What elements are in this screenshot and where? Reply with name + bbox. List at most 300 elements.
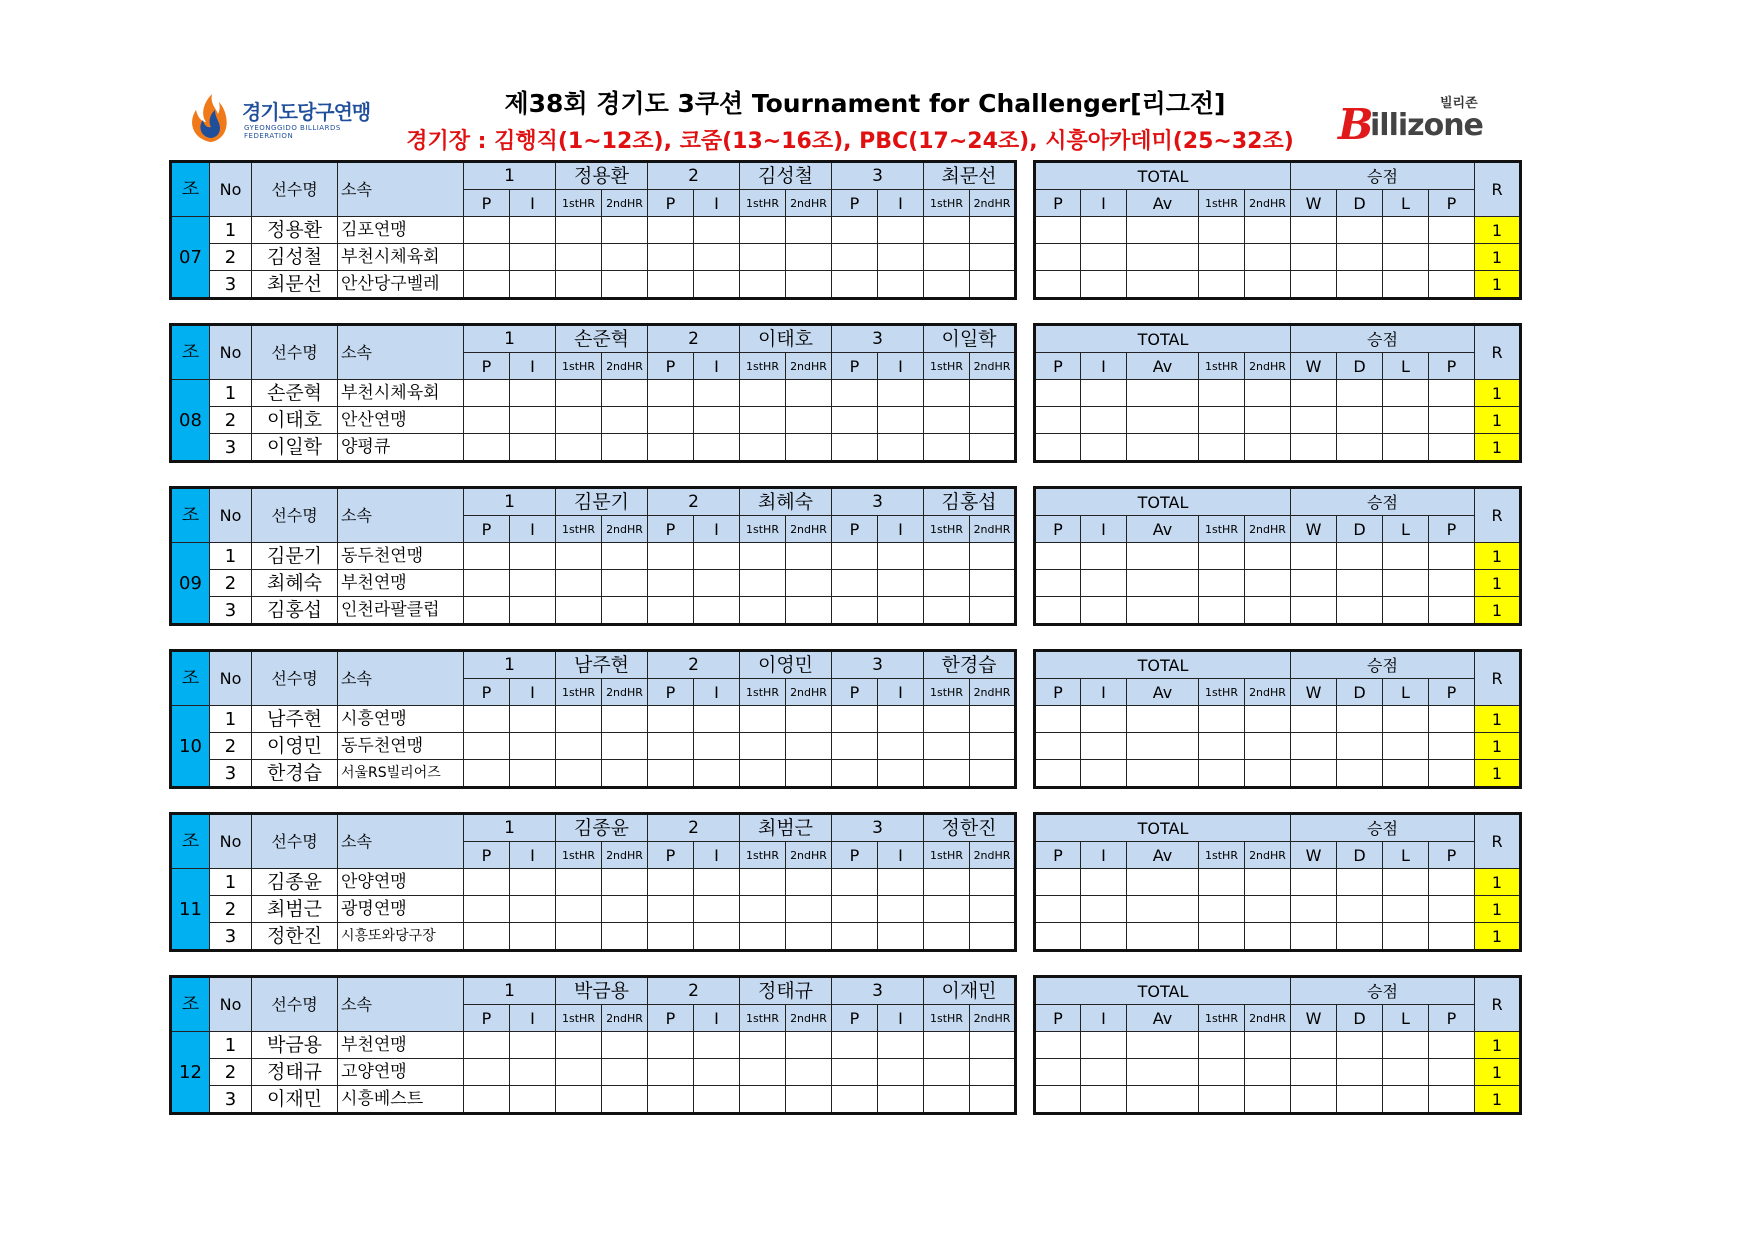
total-cell[interactable] <box>1035 244 1081 271</box>
score-cell[interactable] <box>786 1086 832 1114</box>
score-cell[interactable] <box>602 597 648 625</box>
total-cell[interactable] <box>1081 271 1127 299</box>
score-cell[interactable] <box>786 380 832 407</box>
total-cell[interactable] <box>1127 706 1199 733</box>
total-cell[interactable] <box>1199 733 1245 760</box>
score-cell[interactable] <box>924 869 970 896</box>
total-cell[interactable] <box>1245 1086 1291 1114</box>
score-cell[interactable] <box>464 733 510 760</box>
total-cell[interactable] <box>1127 1086 1199 1114</box>
total-cell[interactable] <box>1429 434 1475 462</box>
total-cell[interactable] <box>1199 434 1245 462</box>
total-cell[interactable] <box>1383 760 1429 788</box>
score-cell[interactable] <box>556 244 602 271</box>
total-cell[interactable] <box>1035 434 1081 462</box>
total-cell[interactable] <box>1127 1059 1199 1086</box>
total-cell[interactable] <box>1383 923 1429 951</box>
total-cell[interactable] <box>1337 1059 1383 1086</box>
score-cell[interactable] <box>878 244 924 271</box>
total-cell[interactable] <box>1383 733 1429 760</box>
total-cell[interactable] <box>1291 869 1337 896</box>
score-cell[interactable] <box>878 217 924 244</box>
total-cell[interactable] <box>1199 760 1245 788</box>
score-cell[interactable] <box>924 244 970 271</box>
total-cell[interactable] <box>1035 706 1081 733</box>
score-cell[interactable] <box>878 896 924 923</box>
total-cell[interactable] <box>1199 407 1245 434</box>
score-cell[interactable] <box>970 1032 1016 1059</box>
score-cell[interactable] <box>970 380 1016 407</box>
total-cell[interactable] <box>1337 1032 1383 1059</box>
total-cell[interactable] <box>1337 244 1383 271</box>
total-cell[interactable] <box>1383 217 1429 244</box>
score-cell[interactable] <box>878 869 924 896</box>
total-cell[interactable] <box>1291 271 1337 299</box>
total-cell[interactable] <box>1291 244 1337 271</box>
total-cell[interactable] <box>1245 570 1291 597</box>
score-cell[interactable] <box>694 1032 740 1059</box>
score-cell[interactable] <box>694 706 740 733</box>
score-cell[interactable] <box>832 407 878 434</box>
total-cell[interactable] <box>1127 217 1199 244</box>
total-cell[interactable] <box>1035 380 1081 407</box>
score-cell[interactable] <box>832 896 878 923</box>
score-cell[interactable] <box>510 1059 556 1086</box>
total-cell[interactable] <box>1081 760 1127 788</box>
score-cell[interactable] <box>694 1086 740 1114</box>
total-cell[interactable] <box>1291 1032 1337 1059</box>
score-cell[interactable] <box>556 760 602 788</box>
score-cell[interactable] <box>924 896 970 923</box>
total-cell[interactable] <box>1081 380 1127 407</box>
total-cell[interactable] <box>1127 896 1199 923</box>
score-cell[interactable] <box>832 244 878 271</box>
score-cell[interactable] <box>510 733 556 760</box>
total-cell[interactable] <box>1035 1032 1081 1059</box>
total-cell[interactable] <box>1245 706 1291 733</box>
score-cell[interactable] <box>786 760 832 788</box>
score-cell[interactable] <box>970 407 1016 434</box>
score-cell[interactable] <box>648 923 694 951</box>
total-cell[interactable] <box>1035 1086 1081 1114</box>
score-cell[interactable] <box>464 760 510 788</box>
total-cell[interactable] <box>1429 570 1475 597</box>
total-cell[interactable] <box>1199 706 1245 733</box>
total-cell[interactable] <box>1383 434 1429 462</box>
total-cell[interactable] <box>1291 434 1337 462</box>
score-cell[interactable] <box>924 380 970 407</box>
score-cell[interactable] <box>556 271 602 299</box>
score-cell[interactable] <box>510 597 556 625</box>
total-cell[interactable] <box>1383 869 1429 896</box>
score-cell[interactable] <box>464 271 510 299</box>
score-cell[interactable] <box>510 1086 556 1114</box>
score-cell[interactable] <box>648 543 694 570</box>
total-cell[interactable] <box>1337 543 1383 570</box>
score-cell[interactable] <box>924 733 970 760</box>
total-cell[interactable] <box>1035 923 1081 951</box>
total-cell[interactable] <box>1245 217 1291 244</box>
score-cell[interactable] <box>510 923 556 951</box>
total-cell[interactable] <box>1199 869 1245 896</box>
total-cell[interactable] <box>1035 896 1081 923</box>
score-cell[interactable] <box>556 434 602 462</box>
total-cell[interactable] <box>1337 869 1383 896</box>
score-cell[interactable] <box>464 434 510 462</box>
score-cell[interactable] <box>556 407 602 434</box>
score-cell[interactable] <box>602 760 648 788</box>
total-cell[interactable] <box>1127 597 1199 625</box>
score-cell[interactable] <box>556 1059 602 1086</box>
total-cell[interactable] <box>1337 380 1383 407</box>
total-cell[interactable] <box>1245 434 1291 462</box>
score-cell[interactable] <box>510 407 556 434</box>
score-cell[interactable] <box>924 217 970 244</box>
score-cell[interactable] <box>648 760 694 788</box>
score-cell[interactable] <box>924 1032 970 1059</box>
total-cell[interactable] <box>1127 570 1199 597</box>
total-cell[interactable] <box>1429 1032 1475 1059</box>
total-cell[interactable] <box>1429 597 1475 625</box>
total-cell[interactable] <box>1245 923 1291 951</box>
score-cell[interactable] <box>740 1086 786 1114</box>
score-cell[interactable] <box>832 217 878 244</box>
total-cell[interactable] <box>1035 1059 1081 1086</box>
score-cell[interactable] <box>832 733 878 760</box>
score-cell[interactable] <box>832 706 878 733</box>
total-cell[interactable] <box>1291 1059 1337 1086</box>
score-cell[interactable] <box>556 1086 602 1114</box>
total-cell[interactable] <box>1337 1086 1383 1114</box>
score-cell[interactable] <box>464 896 510 923</box>
total-cell[interactable] <box>1337 760 1383 788</box>
score-cell[interactable] <box>786 543 832 570</box>
score-cell[interactable] <box>556 597 602 625</box>
score-cell[interactable] <box>832 380 878 407</box>
total-cell[interactable] <box>1081 923 1127 951</box>
total-cell[interactable] <box>1429 271 1475 299</box>
score-cell[interactable] <box>602 923 648 951</box>
total-cell[interactable] <box>1383 543 1429 570</box>
score-cell[interactable] <box>648 217 694 244</box>
score-cell[interactable] <box>970 543 1016 570</box>
total-cell[interactable] <box>1127 760 1199 788</box>
score-cell[interactable] <box>786 869 832 896</box>
score-cell[interactable] <box>510 896 556 923</box>
total-cell[interactable] <box>1035 869 1081 896</box>
score-cell[interactable] <box>648 597 694 625</box>
total-cell[interactable] <box>1081 407 1127 434</box>
score-cell[interactable] <box>970 570 1016 597</box>
total-cell[interactable] <box>1245 760 1291 788</box>
score-cell[interactable] <box>694 543 740 570</box>
score-cell[interactable] <box>970 244 1016 271</box>
score-cell[interactable] <box>602 1086 648 1114</box>
total-cell[interactable] <box>1337 217 1383 244</box>
total-cell[interactable] <box>1337 271 1383 299</box>
score-cell[interactable] <box>510 434 556 462</box>
total-cell[interactable] <box>1081 217 1127 244</box>
total-cell[interactable] <box>1035 760 1081 788</box>
score-cell[interactable] <box>786 597 832 625</box>
total-cell[interactable] <box>1245 869 1291 896</box>
score-cell[interactable] <box>648 869 694 896</box>
score-cell[interactable] <box>694 217 740 244</box>
total-cell[interactable] <box>1291 597 1337 625</box>
score-cell[interactable] <box>694 271 740 299</box>
total-cell[interactable] <box>1081 706 1127 733</box>
total-cell[interactable] <box>1199 271 1245 299</box>
score-cell[interactable] <box>878 733 924 760</box>
total-cell[interactable] <box>1291 217 1337 244</box>
total-cell[interactable] <box>1429 244 1475 271</box>
total-cell[interactable] <box>1199 896 1245 923</box>
total-cell[interactable] <box>1081 896 1127 923</box>
score-cell[interactable] <box>694 434 740 462</box>
total-cell[interactable] <box>1127 380 1199 407</box>
total-cell[interactable] <box>1383 597 1429 625</box>
total-cell[interactable] <box>1291 543 1337 570</box>
total-cell[interactable] <box>1383 1032 1429 1059</box>
score-cell[interactable] <box>464 244 510 271</box>
total-cell[interactable] <box>1383 380 1429 407</box>
score-cell[interactable] <box>694 597 740 625</box>
score-cell[interactable] <box>740 597 786 625</box>
total-cell[interactable] <box>1291 733 1337 760</box>
score-cell[interactable] <box>740 434 786 462</box>
score-cell[interactable] <box>464 570 510 597</box>
score-cell[interactable] <box>924 570 970 597</box>
total-cell[interactable] <box>1245 244 1291 271</box>
total-cell[interactable] <box>1429 869 1475 896</box>
score-cell[interactable] <box>648 271 694 299</box>
total-cell[interactable] <box>1337 923 1383 951</box>
score-cell[interactable] <box>832 570 878 597</box>
score-cell[interactable] <box>602 407 648 434</box>
total-cell[interactable] <box>1199 543 1245 570</box>
total-cell[interactable] <box>1081 434 1127 462</box>
total-cell[interactable] <box>1199 244 1245 271</box>
score-cell[interactable] <box>786 217 832 244</box>
score-cell[interactable] <box>510 760 556 788</box>
total-cell[interactable] <box>1291 570 1337 597</box>
total-cell[interactable] <box>1081 543 1127 570</box>
score-cell[interactable] <box>740 380 786 407</box>
total-cell[interactable] <box>1081 1059 1127 1086</box>
total-cell[interactable] <box>1081 1032 1127 1059</box>
score-cell[interactable] <box>602 570 648 597</box>
total-cell[interactable] <box>1337 434 1383 462</box>
total-cell[interactable] <box>1035 597 1081 625</box>
total-cell[interactable] <box>1383 1086 1429 1114</box>
score-cell[interactable] <box>556 570 602 597</box>
score-cell[interactable] <box>556 923 602 951</box>
score-cell[interactable] <box>878 543 924 570</box>
total-cell[interactable] <box>1081 869 1127 896</box>
total-cell[interactable] <box>1127 923 1199 951</box>
total-cell[interactable] <box>1429 733 1475 760</box>
score-cell[interactable] <box>740 923 786 951</box>
score-cell[interactable] <box>464 407 510 434</box>
score-cell[interactable] <box>878 407 924 434</box>
total-cell[interactable] <box>1429 706 1475 733</box>
score-cell[interactable] <box>924 543 970 570</box>
total-cell[interactable] <box>1291 923 1337 951</box>
total-cell[interactable] <box>1199 923 1245 951</box>
total-cell[interactable] <box>1245 407 1291 434</box>
total-cell[interactable] <box>1383 271 1429 299</box>
score-cell[interactable] <box>602 896 648 923</box>
score-cell[interactable] <box>464 1086 510 1114</box>
score-cell[interactable] <box>786 271 832 299</box>
total-cell[interactable] <box>1383 1059 1429 1086</box>
total-cell[interactable] <box>1199 217 1245 244</box>
score-cell[interactable] <box>556 896 602 923</box>
score-cell[interactable] <box>694 923 740 951</box>
score-cell[interactable] <box>786 1032 832 1059</box>
score-cell[interactable] <box>694 380 740 407</box>
score-cell[interactable] <box>878 1059 924 1086</box>
total-cell[interactable] <box>1337 570 1383 597</box>
total-cell[interactable] <box>1291 706 1337 733</box>
total-cell[interactable] <box>1035 407 1081 434</box>
total-cell[interactable] <box>1127 869 1199 896</box>
total-cell[interactable] <box>1291 1086 1337 1114</box>
total-cell[interactable] <box>1291 407 1337 434</box>
total-cell[interactable] <box>1383 244 1429 271</box>
score-cell[interactable] <box>786 706 832 733</box>
total-cell[interactable] <box>1199 1086 1245 1114</box>
score-cell[interactable] <box>924 706 970 733</box>
score-cell[interactable] <box>602 271 648 299</box>
total-cell[interactable] <box>1035 543 1081 570</box>
score-cell[interactable] <box>924 407 970 434</box>
total-cell[interactable] <box>1429 543 1475 570</box>
score-cell[interactable] <box>970 1059 1016 1086</box>
total-cell[interactable] <box>1245 271 1291 299</box>
total-cell[interactable] <box>1035 570 1081 597</box>
total-cell[interactable] <box>1383 407 1429 434</box>
score-cell[interactable] <box>970 217 1016 244</box>
score-cell[interactable] <box>648 1086 694 1114</box>
total-cell[interactable] <box>1337 896 1383 923</box>
total-cell[interactable] <box>1081 597 1127 625</box>
total-cell[interactable] <box>1127 271 1199 299</box>
total-cell[interactable] <box>1337 407 1383 434</box>
total-cell[interactable] <box>1127 434 1199 462</box>
total-cell[interactable] <box>1127 733 1199 760</box>
score-cell[interactable] <box>970 869 1016 896</box>
total-cell[interactable] <box>1429 407 1475 434</box>
score-cell[interactable] <box>510 271 556 299</box>
total-cell[interactable] <box>1245 597 1291 625</box>
total-cell[interactable] <box>1383 706 1429 733</box>
score-cell[interactable] <box>832 1032 878 1059</box>
total-cell[interactable] <box>1035 271 1081 299</box>
total-cell[interactable] <box>1127 244 1199 271</box>
score-cell[interactable] <box>464 1059 510 1086</box>
score-cell[interactable] <box>602 1059 648 1086</box>
total-cell[interactable] <box>1081 570 1127 597</box>
score-cell[interactable] <box>970 896 1016 923</box>
total-cell[interactable] <box>1337 706 1383 733</box>
score-cell[interactable] <box>740 217 786 244</box>
total-cell[interactable] <box>1127 543 1199 570</box>
total-cell[interactable] <box>1035 217 1081 244</box>
total-cell[interactable] <box>1245 1059 1291 1086</box>
total-cell[interactable] <box>1429 217 1475 244</box>
total-cell[interactable] <box>1199 1059 1245 1086</box>
score-cell[interactable] <box>878 570 924 597</box>
total-cell[interactable] <box>1291 760 1337 788</box>
score-cell[interactable] <box>740 760 786 788</box>
score-cell[interactable] <box>878 380 924 407</box>
score-cell[interactable] <box>740 271 786 299</box>
score-cell[interactable] <box>740 869 786 896</box>
total-cell[interactable] <box>1245 543 1291 570</box>
score-cell[interactable] <box>740 1032 786 1059</box>
total-cell[interactable] <box>1245 380 1291 407</box>
total-cell[interactable] <box>1245 733 1291 760</box>
score-cell[interactable] <box>510 570 556 597</box>
score-cell[interactable] <box>970 706 1016 733</box>
total-cell[interactable] <box>1199 380 1245 407</box>
total-cell[interactable] <box>1127 1032 1199 1059</box>
score-cell[interactable] <box>648 380 694 407</box>
score-cell[interactable] <box>832 543 878 570</box>
total-cell[interactable] <box>1081 244 1127 271</box>
total-cell[interactable] <box>1199 570 1245 597</box>
score-cell[interactable] <box>602 244 648 271</box>
total-cell[interactable] <box>1245 1032 1291 1059</box>
score-cell[interactable] <box>694 760 740 788</box>
total-cell[interactable] <box>1337 733 1383 760</box>
total-cell[interactable] <box>1383 570 1429 597</box>
score-cell[interactable] <box>464 597 510 625</box>
total-cell[interactable] <box>1035 733 1081 760</box>
score-cell[interactable] <box>648 706 694 733</box>
score-cell[interactable] <box>694 869 740 896</box>
score-cell[interactable] <box>602 434 648 462</box>
total-cell[interactable] <box>1429 1086 1475 1114</box>
score-cell[interactable] <box>786 434 832 462</box>
total-cell[interactable] <box>1245 896 1291 923</box>
score-cell[interactable] <box>832 1059 878 1086</box>
total-cell[interactable] <box>1081 1086 1127 1114</box>
score-cell[interactable] <box>602 733 648 760</box>
total-cell[interactable] <box>1291 380 1337 407</box>
score-cell[interactable] <box>786 923 832 951</box>
total-cell[interactable] <box>1429 923 1475 951</box>
total-cell[interactable] <box>1127 407 1199 434</box>
score-cell[interactable] <box>556 733 602 760</box>
score-cell[interactable] <box>648 1032 694 1059</box>
total-cell[interactable] <box>1429 760 1475 788</box>
total-cell[interactable] <box>1199 1032 1245 1059</box>
total-cell[interactable] <box>1429 1059 1475 1086</box>
total-cell[interactable] <box>1337 597 1383 625</box>
score-cell[interactable] <box>924 1059 970 1086</box>
score-cell[interactable] <box>878 1032 924 1059</box>
score-cell[interactable] <box>832 869 878 896</box>
score-cell[interactable] <box>970 733 1016 760</box>
score-cell[interactable] <box>464 923 510 951</box>
total-cell[interactable] <box>1429 380 1475 407</box>
total-cell[interactable] <box>1383 896 1429 923</box>
score-cell[interactable] <box>740 706 786 733</box>
score-cell[interactable] <box>648 434 694 462</box>
total-cell[interactable] <box>1081 733 1127 760</box>
